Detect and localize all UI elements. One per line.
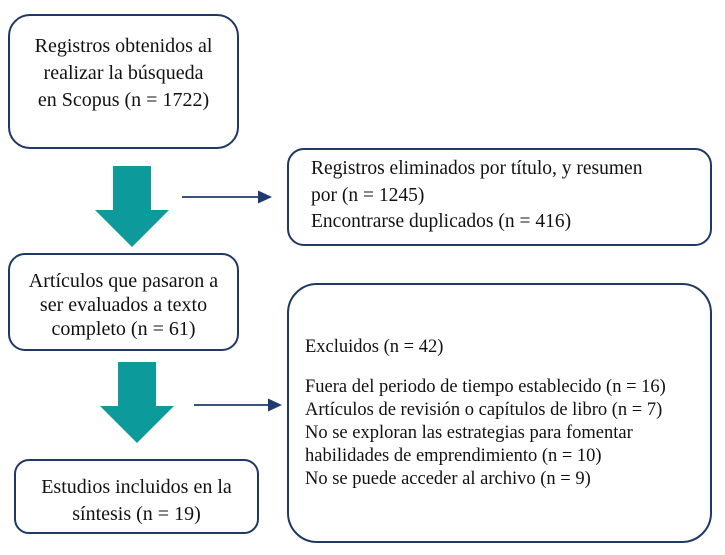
excluded-fulltext-line-3: No se exploran las estrategias para fomentar [305, 423, 633, 443]
down-arrow-icon [94, 166, 170, 247]
box-search-line-1: Registros obtenidos al [34, 35, 213, 57]
right-arrow-icon [194, 397, 284, 413]
box-search-line-3: en Scopus (n = 1722) [37, 89, 210, 111]
box-eval-line-3: completo (n = 61) [51, 318, 196, 340]
excluded-fulltext-line-4: habilidades de emprendimiento (n = 10) [305, 446, 602, 466]
box-eval-line-2: ser evaluados a texto [39, 294, 208, 316]
excluded-screening-line-2: por (n = 1245) [311, 184, 425, 206]
box-search-records [8, 14, 239, 149]
box-excluded-screening [287, 148, 712, 246]
right-arrow-head [258, 191, 272, 204]
down-arrow-shape [95, 166, 169, 247]
down-arrow-shape [100, 362, 174, 443]
excluded-fulltext-line-5: No se puede acceder al archivo (n = 9) [305, 469, 591, 489]
excluded-fulltext-line-2: Artículos de revisión o capítulos de libro (n = 7) [305, 400, 663, 420]
box-fulltext-evaluated [8, 253, 239, 351]
right-arrow-head [268, 399, 282, 412]
right-arrow-icon [182, 189, 274, 205]
box-eval-line-1: Artículos que pasaron a [28, 270, 219, 292]
excluded-fulltext-heading: Excluidos (n = 42) [305, 337, 444, 357]
excluded-screening-line-1: Registros eliminados por título, y resumen [311, 158, 643, 179]
box-excluded-fulltext [287, 283, 712, 543]
box-included-line-2: síntesis (n = 19) [72, 503, 201, 525]
down-arrow-icon [99, 362, 175, 443]
box-included-studies [14, 459, 259, 534]
box-included-line-1: Estudios incluidos en la [41, 476, 232, 498]
excluded-fulltext-line-1: Fuera del periodo de tiempo establecido (n = 16) [305, 377, 666, 397]
box-search-line-2: realizar la búsqueda [43, 62, 204, 84]
excluded-screening-line-3: Encontrarse duplicados (n = 416) [311, 211, 572, 232]
blank-line [305, 359, 700, 376]
